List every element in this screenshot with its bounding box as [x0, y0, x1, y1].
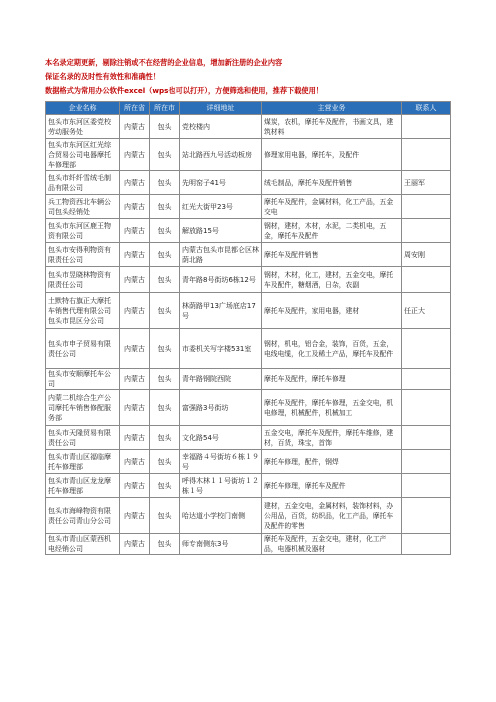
company-name-cell: 包头市安顺摩托车公司 — [46, 369, 120, 390]
company-table — [45, 101, 451, 555]
city-cell: 包头 — [150, 195, 180, 219]
address-cell: 先明窑子41号 — [180, 171, 262, 195]
header-company-name: 企业名称 — [46, 102, 120, 115]
province-cell: 内蒙古 — [120, 329, 150, 369]
province-cell: 内蒙古 — [120, 426, 150, 450]
company-name-cell: 包头市安得利物资有限责任公司 — [46, 243, 120, 267]
address-cell: 幸福路４号街坊６栋１９号 — [180, 450, 262, 474]
table-row — [46, 474, 451, 498]
company-name-cell: 包头市青山区龙龙摩托车修理部 — [46, 474, 120, 498]
table-row — [46, 390, 451, 426]
city-cell: 包头 — [150, 534, 180, 555]
company-name-cell: 土默特右旗正大摩托车销售代理有限公司包头市昆区分公司 — [46, 293, 120, 329]
table-body — [46, 115, 451, 555]
address-cell: 文化路54号 — [180, 426, 262, 450]
company-name-cell: 包头市青山区福临摩托车修理部 — [46, 450, 120, 474]
province-cell: 内蒙古 — [120, 267, 150, 293]
contact-cell — [402, 219, 451, 243]
business-cell: 钢材，机电，铝合金，装饰，百货，五金，电线电缆，化工及稀土产品，摩托车及配件 — [262, 329, 402, 369]
contact-cell — [402, 267, 451, 293]
province-cell: 内蒙古 — [120, 293, 150, 329]
notice-line-3: 数据格式为常用办公软件excel（wps也可以打开），方便筛选和使用，推荐下载使用！ — [45, 86, 323, 95]
province-cell: 内蒙古 — [120, 369, 150, 390]
business-cell: 摩托车及配件，摩托车修理 — [262, 369, 402, 390]
table-row — [46, 139, 451, 171]
business-cell: 摩托车及配件，五金交电，建材，化工产品，电器机械及器材 — [262, 534, 402, 555]
business-cell: 建材，五金交电，金属材料，装饰材料，办公用品，百货，纺织品，化工产品，摩托车及配件的零售 — [262, 498, 402, 534]
business-cell: 五金交电，摩托车及配件，摩托车维修，建材，百货，珠宝，首饰 — [262, 426, 402, 450]
table-row — [46, 450, 451, 474]
company-name-cell: 包头市青山区蒙西机电经销公司 — [46, 534, 120, 555]
company-name-cell: 包头市昱晓林物资有限责任公司 — [46, 267, 120, 293]
contact-cell — [402, 450, 451, 474]
contact-cell — [402, 115, 451, 139]
table-row — [46, 115, 451, 139]
header-business: 主营业务 — [262, 102, 402, 115]
province-cell: 内蒙古 — [120, 474, 150, 498]
header-province: 所在省 — [120, 102, 150, 115]
business-cell: 摩托车及配件销售 — [262, 243, 402, 267]
notice-line-2: 保证名录的及时性有效性和准确性！ — [45, 72, 161, 81]
contact-cell — [402, 329, 451, 369]
table-row — [46, 369, 451, 390]
province-cell: 内蒙古 — [120, 498, 150, 534]
table-row — [46, 534, 451, 555]
city-cell: 包头 — [150, 498, 180, 534]
city-cell: 包头 — [150, 390, 180, 426]
province-cell: 内蒙古 — [120, 171, 150, 195]
province-cell: 内蒙古 — [120, 219, 150, 243]
contact-cell: 任正大 — [402, 293, 451, 329]
table-row — [46, 171, 451, 195]
header-address: 详细地址 — [180, 102, 262, 115]
address-cell: 解放路15号 — [180, 219, 262, 243]
address-cell: 呼得木林１１号街坊１２栋１号 — [180, 474, 262, 498]
province-cell: 内蒙古 — [120, 243, 150, 267]
company-name-cell: 包头市纤纤雪绒毛制品有限公司 — [46, 171, 120, 195]
address-cell: 师专南侧东3号 — [180, 534, 262, 555]
city-cell: 包头 — [150, 293, 180, 329]
company-name-cell: 包头市东河区委党校劳动服务处 — [46, 115, 120, 139]
business-cell: 摩托车及配件，家用电器，建材 — [262, 293, 402, 329]
city-cell: 包头 — [150, 115, 180, 139]
address-cell: 站北路西九号活动板房 — [180, 139, 262, 171]
city-cell: 包头 — [150, 171, 180, 195]
address-cell: 市委机关写字楼531室 — [180, 329, 262, 369]
company-name-cell: 包头市东河区红光综合贸易公司电器摩托车修理部 — [46, 139, 120, 171]
table-row — [46, 426, 451, 450]
city-cell: 包头 — [150, 219, 180, 243]
table-row — [46, 498, 451, 534]
table-row — [46, 195, 451, 219]
company-name-cell: 包头市申子贸易有限责任公司 — [46, 329, 120, 369]
address-cell: 哈达道小学校门南侧 — [180, 498, 262, 534]
city-cell: 包头 — [150, 474, 180, 498]
contact-cell — [402, 139, 451, 171]
business-cell: 摩托车及配件，金属材料，化工产品，五金交电 — [262, 195, 402, 219]
business-cell: 修理家用电器，摩托车，及配件 — [262, 139, 402, 171]
contact-cell — [402, 498, 451, 534]
address-cell: 内蒙古包头市昆都仑区林荫北路 — [180, 243, 262, 267]
company-name-cell: 包头市天隆贸易有限责任公司 — [46, 426, 120, 450]
table-row — [46, 329, 451, 369]
notice-line-1: 本名录定期更新，剔除注销或不在经营的企业信息，增加新注册的企业内容 — [45, 58, 283, 67]
city-cell: 包头 — [150, 243, 180, 267]
address-cell: 富强路3号街坊 — [180, 390, 262, 426]
contact-cell — [402, 195, 451, 219]
contact-cell — [402, 369, 451, 390]
province-cell: 内蒙古 — [120, 195, 150, 219]
city-cell: 包头 — [150, 369, 180, 390]
header-city: 所在市 — [150, 102, 180, 115]
province-cell: 内蒙古 — [120, 390, 150, 426]
province-cell: 内蒙古 — [120, 115, 150, 139]
business-cell: 钢材，木材，化工，建材，五金交电，摩托车及配件，糖烟酒，日杂，农副 — [262, 267, 402, 293]
business-cell: 摩托车修理，摩托车及配件 — [262, 474, 402, 498]
address-cell: 党校楼内 — [180, 115, 262, 139]
city-cell: 包头 — [150, 450, 180, 474]
city-cell: 包头 — [150, 139, 180, 171]
contact-cell — [402, 474, 451, 498]
table-row — [46, 267, 451, 293]
contact-cell — [402, 426, 451, 450]
contact-cell: 王丽军 — [402, 171, 451, 195]
business-cell: 摩托车修理，配件，钢焊 — [262, 450, 402, 474]
city-cell: 包头 — [150, 267, 180, 293]
contact-cell: 周安刚 — [402, 243, 451, 267]
company-name-cell: 兵工物资西北车辆公司包头经销处 — [46, 195, 120, 219]
city-cell: 包头 — [150, 329, 180, 369]
address-cell: 红光大街甲23号 — [180, 195, 262, 219]
company-name-cell: 包头市海峰物资有限责任公司青山分公司 — [46, 498, 120, 534]
notice-block — [45, 56, 465, 98]
business-cell: 煤炭，农机，摩托车及配件，书画文具，建筑材料 — [262, 115, 402, 139]
province-cell: 内蒙古 — [120, 450, 150, 474]
table-header-row — [46, 102, 451, 115]
province-cell: 内蒙古 — [120, 534, 150, 555]
company-name-cell: 包头市东河区鹿王物资有限公司 — [46, 219, 120, 243]
table-row — [46, 219, 451, 243]
address-cell: 青年路8号街坊6栋12号 — [180, 267, 262, 293]
table-row — [46, 243, 451, 267]
business-cell: 绒毛制品，摩托车及配件销售 — [262, 171, 402, 195]
province-cell: 内蒙古 — [120, 139, 150, 171]
company-name-cell: 内蒙二机综合生产公司摩托车销售修配服务部 — [46, 390, 120, 426]
header-contact: 联系人 — [402, 102, 451, 115]
address-cell: 青年路钢院西院 — [180, 369, 262, 390]
city-cell: 包头 — [150, 426, 180, 450]
address-cell: 林荫路甲13广场底店17号 — [180, 293, 262, 329]
table-row — [46, 293, 451, 329]
contact-cell — [402, 390, 451, 426]
business-cell: 摩托车及配件，摩托车修理，五金交电，机电修理，机械配件，机械加工 — [262, 390, 402, 426]
business-cell: 钢材，建材，木材，水泥，二类机电，五金，摩托车及配件 — [262, 219, 402, 243]
contact-cell — [402, 534, 451, 555]
